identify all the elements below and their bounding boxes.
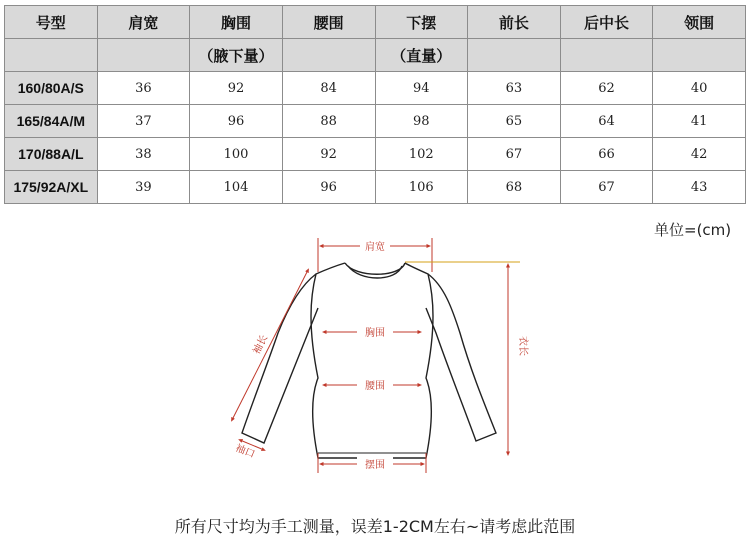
subheader-cell-hem-note: （直量）	[375, 39, 468, 72]
header-cell-front-length: 前长	[468, 6, 561, 39]
table-cell: 66	[560, 138, 653, 171]
header-row	[5, 6, 746, 39]
size-label: 170/88A/L	[5, 138, 98, 171]
table-cell: 65	[468, 105, 561, 138]
size-label: 160/80A/S	[5, 72, 98, 105]
table-cell: 67	[560, 171, 653, 204]
footer-note: 所有尺寸均为手工测量，误差1-2CM左右~请考虑此范围	[174, 517, 576, 536]
table-cell: 92	[282, 138, 375, 171]
subheader-cell	[282, 39, 375, 72]
table-cell: 92	[190, 72, 283, 105]
table-cell: 64	[560, 105, 653, 138]
table-cell: 96	[282, 171, 375, 204]
table-cell: 37	[97, 105, 190, 138]
table-cell: 96	[190, 105, 283, 138]
table-cell: 68	[468, 171, 561, 204]
table-cell: 63	[468, 72, 561, 105]
cuff-label: 袖口	[233, 442, 257, 461]
table-cell: 88	[282, 105, 375, 138]
garment-measurement-diagram	[190, 228, 570, 488]
subheader-row	[5, 39, 746, 72]
shoulder-label: 肩宽	[365, 242, 385, 253]
header-cell-waist: 腰围	[282, 6, 375, 39]
length-label: 衣长	[517, 336, 528, 356]
table-cell: 104	[190, 171, 283, 204]
table-cell: 42	[653, 138, 746, 171]
table-cell: 38	[97, 138, 190, 171]
hem-label: 摆围	[365, 460, 385, 471]
header-cell-back-length: 后中长	[560, 6, 653, 39]
table-row	[5, 72, 746, 105]
table-row	[5, 105, 746, 138]
subheader-cell	[5, 39, 98, 72]
size-label: 165/84A/M	[5, 105, 98, 138]
table-cell: 102	[375, 138, 468, 171]
shirt-outline	[242, 263, 496, 458]
header-cell-hem: 下摆	[375, 6, 468, 39]
subheader-cell	[97, 39, 190, 72]
header-cell-chest: 胸围	[190, 6, 283, 39]
table-cell: 100	[190, 138, 283, 171]
chest-label: 胸围	[365, 328, 385, 339]
subheader-cell	[653, 39, 746, 72]
size-table	[4, 5, 746, 204]
table-cell: 98	[375, 105, 468, 138]
subheader-cell-chest-note: （腋下量）	[190, 39, 283, 72]
table-cell: 41	[653, 105, 746, 138]
table-cell: 39	[97, 171, 190, 204]
unit-label: 单位=(cm)	[654, 221, 732, 239]
table-cell: 43	[653, 171, 746, 204]
table-cell: 106	[375, 171, 468, 204]
subheader-cell	[560, 39, 653, 72]
header-cell-collar: 领围	[653, 6, 746, 39]
header-cell-size: 号型	[5, 6, 98, 39]
table-cell: 62	[560, 72, 653, 105]
table-row	[5, 138, 746, 171]
header-cell-shoulder: 肩宽	[97, 6, 190, 39]
size-label: 175/92A/XL	[5, 171, 98, 204]
table-cell: 67	[468, 138, 561, 171]
table-cell: 94	[375, 72, 468, 105]
sleeve-label: 袖长	[251, 333, 271, 357]
table-cell: 36	[97, 72, 190, 105]
table-row	[5, 171, 746, 204]
subheader-cell	[468, 39, 561, 72]
table-cell: 84	[282, 72, 375, 105]
table-cell: 40	[653, 72, 746, 105]
waist-label: 腰围	[365, 381, 385, 392]
